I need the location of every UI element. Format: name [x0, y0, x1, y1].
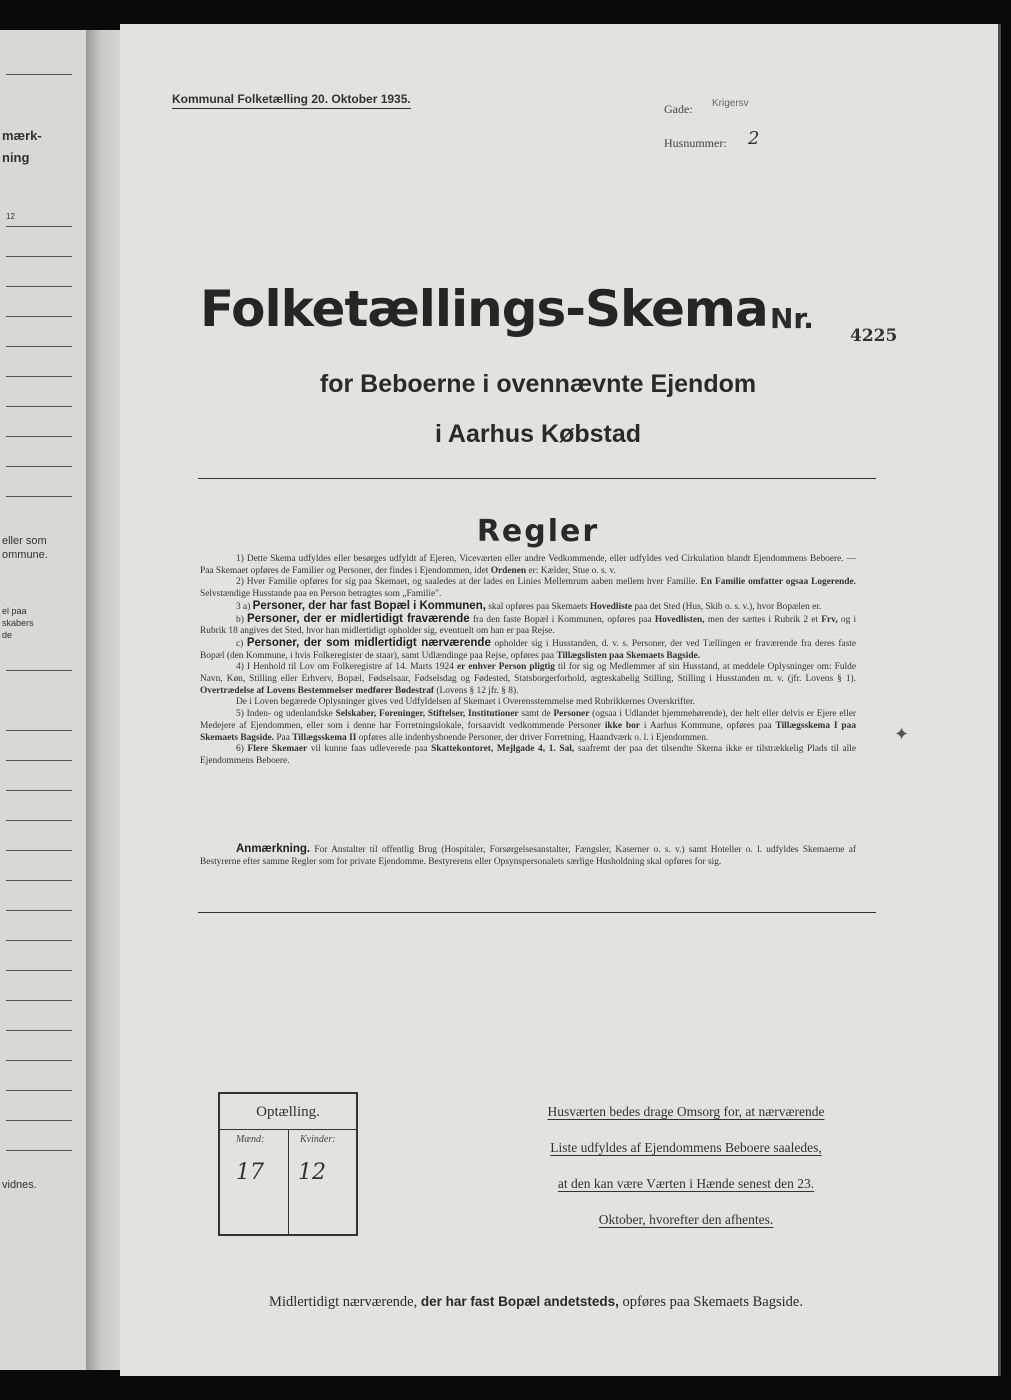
remark-text: For Anstalter til offentlig Brug (Hospitaler, Forsørgelsesanstalter, Fængsler, Kaserner o. s. v.) samt Hoteller o. l. udfyldes Skemaerne af Bestyrerne efter samme Regler som for private Ejendomme. Bestyrerens eller Opsynspersonalets særlige Husholdning skal opføres for sig.: [200, 845, 857, 867]
rule-6: 6) Flere Skemaer vil kunne faas udleverede paa Skattekontoret, Mejlgade 4, 1. Sal, saafremt der paa det tilsendte Skema ikke er tilstrækkelig Plads til alle Ejendommens Beboere.: [200, 744, 857, 766]
ruled-line: [6, 670, 72, 671]
ruled-line: [6, 940, 72, 941]
street-label: Gade:: [664, 102, 693, 116]
ruled-line: [6, 376, 72, 377]
census-form-page: [120, 24, 1001, 1376]
men-label: Mænd:: [236, 1134, 265, 1145]
ruled-line: [6, 850, 72, 851]
house-number-label: Husnummer:: [664, 136, 727, 150]
rule-5: 5) Inden- og udenlandske Selskaber, Foreninger, Stiftelser, Institutioner samt de Personer (ogsaa i Udlandet hjemmehørende), der helt eller delvis er Ejere eller Medejere af Ejendommen, eller som i denne har Forretningslokale, forsaavidt vedkommende Personer ikke bor i Aarhus Kommune, opføres paa Tillægsskema I paa Skemaets Bagside. Paa Tillægsskema II opføres alle indenbysboende Personer, der driver Forretning, Haandværk o. l. i Ejendommen.: [200, 709, 857, 743]
ink-mark-icon: ✦: [894, 724, 910, 744]
ruled-line: [6, 820, 72, 821]
rule-1: 1) Dette Skema udfyldes eller besørges udfyldt af Ejeren, Viceværten eller andre Vedkommende, eller udfyldes ved Cirkulation blandt Ejendommens Beboere. — Paa Skemaet opføres de Familier og Personer, der findes i Ejendommen, idet Ordenen er: Kælder, Stue o. s. v.: [200, 554, 856, 576]
left-fragment-text: 12: [6, 212, 15, 221]
notice-line: Oktober, hvorefter den afhentes.: [598, 1212, 774, 1227]
left-page-fragment: [0, 30, 88, 1370]
form-subtitle-1: for Beboerne i ovennævnte Ejendom: [319, 370, 757, 398]
book-gutter: [86, 30, 122, 1370]
left-fragment-text: el paa: [2, 606, 27, 616]
ruled-line: [6, 1060, 72, 1061]
left-fragment-text: ommune.: [2, 549, 48, 561]
ruled-line: [6, 466, 72, 467]
notice-line: at den kan være Værten i Hænde senest den 23.: [557, 1176, 815, 1191]
divider-line: [198, 912, 876, 913]
women-label: Kvinder:: [300, 1134, 336, 1145]
remark-section: [200, 844, 856, 868]
ruled-line: [6, 880, 72, 881]
men-count: 17: [236, 1160, 264, 1185]
ruled-line: [6, 74, 72, 75]
ruled-line: [6, 436, 72, 437]
ruled-line: [6, 1000, 72, 1001]
ruled-line: [6, 256, 72, 257]
street-value: Krigersv: [712, 98, 749, 109]
rules-heading: Regler: [476, 514, 600, 549]
ruled-line: [6, 730, 72, 731]
left-fragment-text: ning: [2, 150, 30, 165]
ruled-line: [6, 790, 72, 791]
ruled-line: [6, 1120, 72, 1121]
landlord-notice: [508, 1094, 864, 1238]
notice-line: Husværten bedes drage Omsorg for, at nærværende: [547, 1104, 825, 1119]
ruled-line: [6, 760, 72, 761]
ruled-line: [6, 286, 72, 287]
left-fragment-text: de: [2, 630, 13, 640]
rule-4: 4) I Henhold til Lov om Folkeregistre af 14. Marts 1924 er enhver Person pligtig til for sig og Medlemmer af sin Husstand, at meddele Oplysninger om: Fulde Navn, Køn, Stilling eller Erhverv, Bopæl, Fødselsaar, Fødselsdag og Fødested, Statsborgerforhold, ægteskabelig Stilling, Stilling i Husstanden m. v. (jfr. Lovens § 1). Overtrædelse af Lovens Bestemmelser medfører Bødestraf (Lovens § 12 jfr. § 8).: [200, 662, 857, 696]
left-fragment-text: vidnes.: [2, 1179, 37, 1191]
rule-3b: b) Personer, der er midlertidigt fraværende fra den faste Bopæl i Kommunen, opføres paa Hovedlisten, men der sættes i Rubrik 2 et Frv, og i Rubrik 18 angives det Sted, hvor han midlertidigt opholder sig, eventuelt om han er paa Rejse.: [200, 612, 857, 637]
rule-3c: c) Personer, der som midlertidigt nærværende opholder sig i Husstanden, d. v. s. Personer, der ved Tællingen er fraværende fra deres faste Bopæl (den Kommune, i hvis Folkeregister de staar), samt Udlændinge paa Rejse, opføres paa Tillægslisten paa Skemaets Bagside.: [200, 636, 857, 661]
ruled-line: [6, 1030, 72, 1031]
footer-note: Midlertidigt nærværende, der har fast Bopæl andetsteds, opføres paa Skemaets Bagside.: [269, 1294, 803, 1310]
form-title: Folketællings-Skema: [200, 280, 768, 338]
house-number-value: 2: [748, 128, 760, 149]
rule-4b: De i Loven begærede Oplysninger gives ved Udfyldelsen af Skemaet i Overensstemmelse med Rubrikkernes Overskrifter.: [236, 697, 695, 708]
count-box-divider: [288, 1130, 289, 1234]
ruled-line: [6, 1090, 72, 1091]
remark-heading: Anmærkning.: [236, 843, 311, 855]
count-box-title: Optælling.: [220, 1094, 356, 1130]
women-count: 12: [298, 1160, 326, 1185]
ruled-line: [6, 910, 72, 911]
form-number-value: 4225: [850, 326, 898, 346]
count-box: [218, 1092, 358, 1236]
notice-line: Liste udfyldes af Ejendommens Beboere saaledes,: [550, 1140, 822, 1155]
rules-body: [200, 554, 856, 768]
ruled-line: [6, 970, 72, 971]
rule-2: 2) Hver Familie opføres for sig paa Skemaet, og saaledes at der lades en Linies Mellemrum aaben mellem hver Familie. En Familie omfatter ogsaa Logerende. Selvstændige Husstande paa en Person betragtes som „Familie".: [200, 577, 856, 600]
form-subtitle-2: i Aarhus Købstad: [434, 420, 642, 448]
ruled-line: [6, 346, 72, 347]
form-number-label: Nr.: [770, 302, 814, 335]
left-fragment-text: eller som: [2, 535, 47, 547]
ruled-line: [6, 1150, 72, 1151]
left-fragment-text: skabers: [2, 618, 34, 628]
divider-line: [198, 478, 876, 479]
ruled-line: [6, 316, 72, 317]
left-fragment-text: mærk-: [2, 128, 42, 143]
census-header: Kommunal Folketælling 20. Oktober 1935.: [172, 92, 411, 109]
ruled-line: [6, 406, 72, 407]
rule-3a: 3 a) Personer, der har fast Bopæl i Kommunen, skal opføres paa Skemaets Hovedliste paa det Sted (Hus, Skib o. s. v.), hvor Bopælen er.: [236, 599, 822, 612]
ruled-line: [6, 496, 72, 497]
ruled-line: [6, 226, 72, 227]
